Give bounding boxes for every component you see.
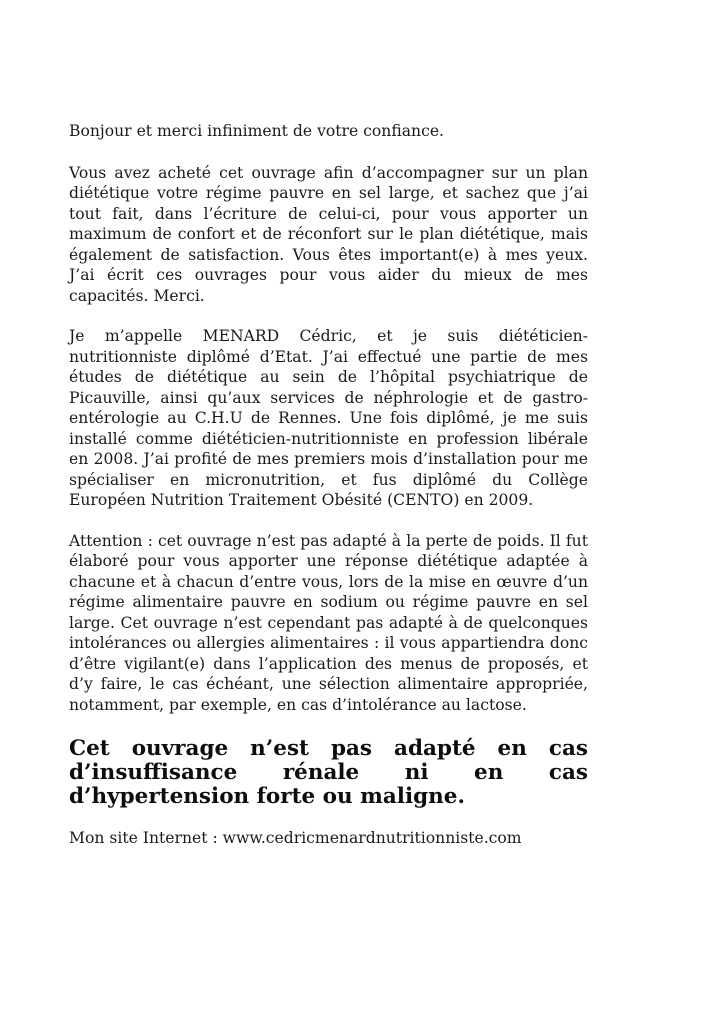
author-paragraph: Je m’appelle MENARD Cédric, et je suis diététicien-nutritionniste diplômé d’Etat. J’ai effectué une partie de mes études de diététique au sein de l’hôpital psychiatrique de Picauville, ainsi qu’aux services de néphrologie et de gastro-entérologie au C.H.U de Rennes. Une fois diplômé, je me suis installé comme diététicien-nutritionniste en profession libérale en 2008. J’ai profité de mes premiers mois d’installation pour me spécialiser en micronutrition, et fus diplômé du Collège Européen Nutrition Traitement Obésité (CENTO) en 2009.: [69, 327, 588, 509]
warning-heading: Cet ouvrage n’est pas adapté en cas d’insuffisance rénale ni en cas d’hypertension forte ou maligne.: [69, 736, 588, 809]
intro-paragraph: Vous avez acheté cet ouvrage afin d’accompagner sur un plan diététique votre régime pauvre en sel large, et sachez que j’ai tout fait, dans l’écriture de celui-ci, pour vous apporter un maximum de confort et de réconfort sur le plan diététique, mais également de satisfaction. Vous êtes important(e) à mes yeux. J’ai écrit ces ouvrages pour vous aider du mieux de mes capacités. Merci.: [69, 163, 588, 305]
greeting-text: Bonjour et merci infiniment de votre confiance.: [69, 122, 445, 140]
attention-paragraph: Attention : cet ouvrage n’est pas adapté à la perte de poids. Il fut élaboré pour vous apporter une réponse diététique adaptée à chacune et à chacun d’entre vous, lors de la mise en œuvre d’un régime alimentaire pauvre en sodium ou régime pauvre en sel large. Cet ouvrage n’est cependant pas adapté à de quelconques intolérances ou allergies alimentaires : il vous appartiendra donc d’être vigilant(e) dans l’application des menus de proposés, et d’y faire, le cas échéant, une sélection alimentaire appropriée, notamment, par exemple, en cas d’intolérance au lactose.: [69, 531, 588, 714]
website-line: Mon site Internet : www.cedricmenardnutritionniste.com: [69, 829, 522, 847]
document-page: [69, 121, 588, 864]
